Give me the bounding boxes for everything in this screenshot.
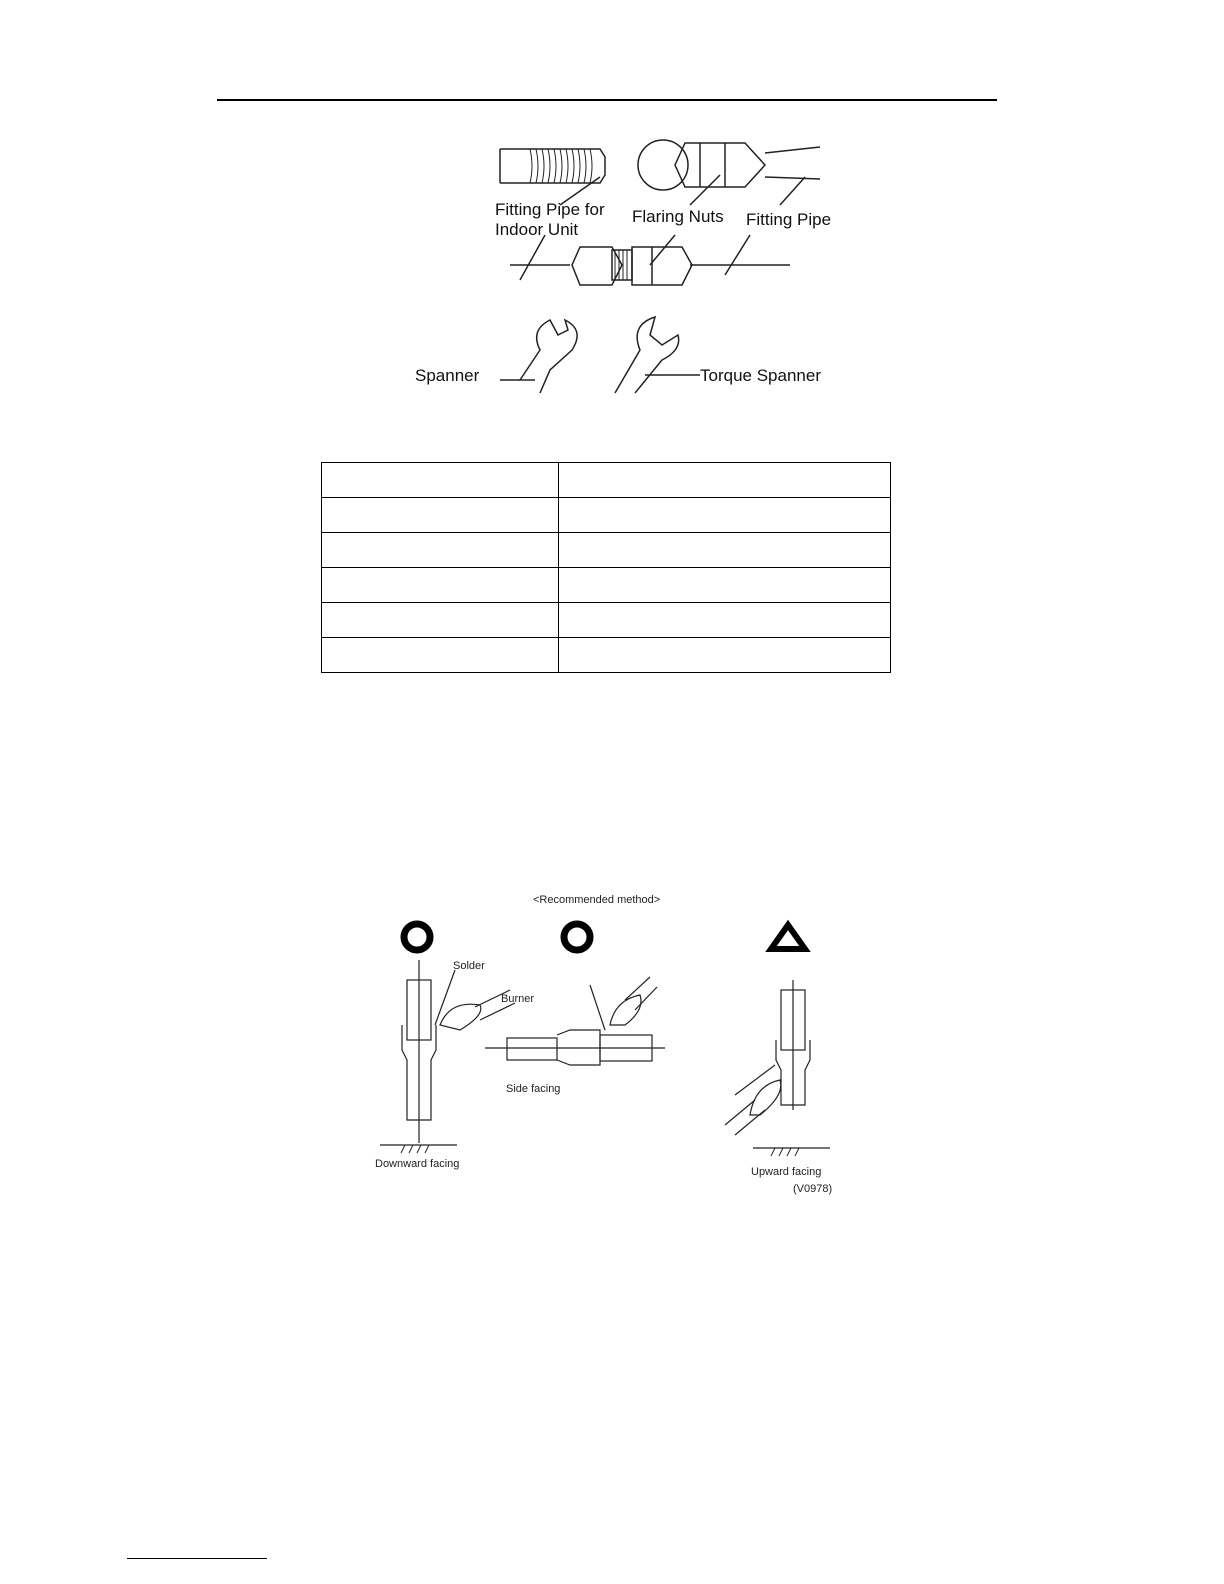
flare-connection-drawing bbox=[400, 135, 850, 400]
ok-circle-icon bbox=[404, 924, 430, 950]
label-solder: Solder bbox=[453, 960, 485, 972]
caution-triangle-icon bbox=[771, 925, 805, 949]
table-cell bbox=[322, 603, 559, 638]
table-cell bbox=[559, 568, 891, 603]
label-burner: Burner bbox=[501, 993, 535, 1005]
table-row bbox=[322, 638, 891, 673]
table-cell bbox=[322, 463, 559, 498]
table-cell bbox=[322, 498, 559, 533]
table-cell bbox=[559, 463, 891, 498]
label-fitting-pipe-indoor-1: Fitting Pipe for bbox=[495, 200, 605, 219]
figure-title: <Recommended method> bbox=[533, 894, 661, 906]
label-fitting-pipe-indoor-2: Indoor Unit bbox=[495, 220, 579, 239]
figure-code: (V0978) bbox=[793, 1183, 833, 1195]
table-cell bbox=[322, 568, 559, 603]
label-torque-spanner: Torque Spanner bbox=[700, 366, 821, 385]
label-downward-facing: Downward facing bbox=[375, 1158, 460, 1170]
label-spanner: Spanner bbox=[415, 366, 480, 385]
label-upward-facing: Upward facing bbox=[751, 1166, 822, 1178]
table-row bbox=[322, 533, 891, 568]
table-cell bbox=[559, 533, 891, 568]
table-row bbox=[322, 498, 891, 533]
header-rule bbox=[217, 99, 997, 101]
table-cell bbox=[559, 498, 891, 533]
label-side-facing: Side facing bbox=[506, 1083, 561, 1095]
brazing-method-figure bbox=[335, 885, 890, 1205]
flare-connection-figure bbox=[400, 135, 850, 400]
label-fitting-pipe: Fitting Pipe bbox=[746, 210, 832, 229]
table-cell bbox=[559, 603, 891, 638]
torque-table bbox=[321, 462, 891, 673]
table-cell bbox=[322, 638, 559, 673]
table-row bbox=[322, 603, 891, 638]
table-cell bbox=[559, 638, 891, 673]
label-flaring-nuts: Flaring Nuts bbox=[632, 207, 724, 226]
footer-rule bbox=[127, 1558, 267, 1559]
table-cell bbox=[322, 533, 559, 568]
table-row bbox=[322, 463, 891, 498]
table-row bbox=[322, 568, 891, 603]
brazing-method-drawing bbox=[335, 885, 890, 1205]
ok-circle-icon bbox=[564, 924, 590, 950]
